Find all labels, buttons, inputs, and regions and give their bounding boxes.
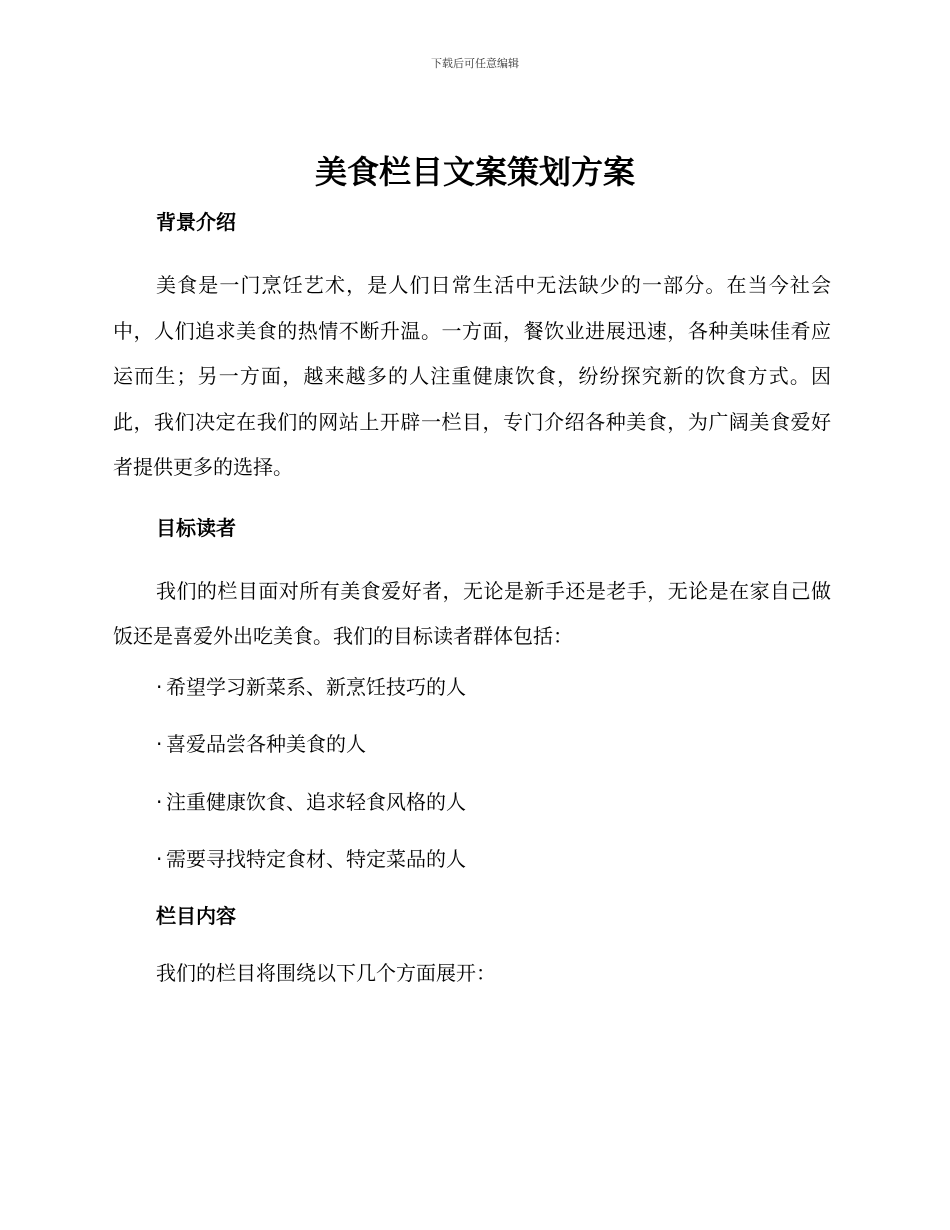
section-heading-background: 背景介绍 xyxy=(156,210,236,234)
bullet-icon: · xyxy=(156,847,163,871)
list-item xyxy=(113,843,831,875)
paragraph-content: 我们的栏目将围绕以下几个方面展开： xyxy=(156,961,496,985)
section-heading-target: 目标读者 xyxy=(156,515,236,540)
page-title: 美食栏目文案策划方案 xyxy=(314,153,635,191)
list-item xyxy=(113,728,831,760)
section-heading-content: 栏目内容 xyxy=(156,904,236,928)
list-item-text: 喜爱品尝各种美食的人 xyxy=(166,732,366,756)
bullet-icon: · xyxy=(156,732,163,756)
list-item-text: 希望学习新菜系、新烹饪技巧的人 xyxy=(166,674,466,699)
target-reader-list xyxy=(113,671,831,876)
paragraph-background: 美食是一门烹饪艺术，是人们日常生活中无法缺少的一部分。在当今社会中，人们追求美食的热情不断升温。一方面，餐饮业进展迅速，各种美味佳肴应运而生；另一方面，越来越多的人注重健康饮食，纷纷探究新的饮食方式。因此，我们决定在我们的网站上开辟一栏目，专门介绍各种美食，为广阔美食爱好者提供更多的选择。 xyxy=(113,273,831,479)
list-item xyxy=(113,786,831,818)
document-body xyxy=(113,206,831,997)
list-item xyxy=(113,671,831,703)
list-item-text: 注重健康饮食、追求轻食风格的人 xyxy=(166,789,466,814)
bullet-icon: · xyxy=(156,789,163,814)
bullet-icon: · xyxy=(156,674,163,699)
header-note: 下载后可任意编辑 xyxy=(431,57,519,70)
paragraph-target: 我们的栏目面对所有美食爱好者，无论是新手还是老手，无论是在家自己做饭还是喜爱外出吃美食。我们的目标读者群体包括： xyxy=(113,578,831,648)
list-item-text: 需要寻找特定食材、特定菜品的人 xyxy=(166,847,466,871)
